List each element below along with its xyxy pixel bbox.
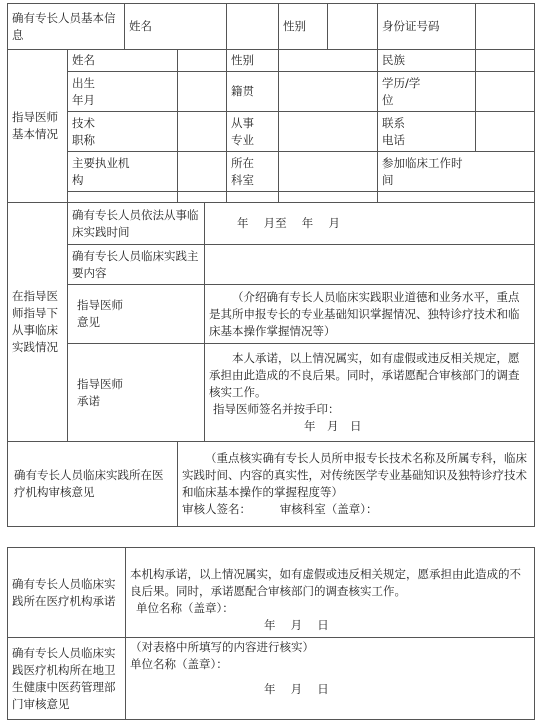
mentor-specialty-field[interactable] — [279, 112, 378, 152]
mentor-opinion-label: 指导医师 意见 — [68, 285, 205, 344]
practice-section-label: 在指导医师指导下从事临床实践情况 — [8, 203, 68, 442]
mentor-ethnicity-label: 民族 — [378, 50, 476, 72]
institution-review-sign: 审核人签名： 审核科室（盖章）： — [182, 502, 378, 516]
institution-commit-text: 本机构承诺，以上情况属实，如有虚假或违反相关规定，愿承担由此造成的不良后果。同时，承诺愿配合审核部门的调查核实工作。 — [130, 567, 521, 598]
mentor-spacer — [178, 192, 227, 203]
institution-review-cell — [178, 442, 535, 527]
mentor-gender-label: 性别 — [227, 50, 279, 72]
mentor-commit-cell — [205, 344, 535, 442]
person-info-label: 确有专长人员基本信息 — [8, 4, 125, 50]
mentor-gender-field[interactable] — [279, 50, 378, 72]
institution-commit-unit: 单位名称（盖章）： — [136, 601, 234, 615]
mentor-commit-sign: 指导医师签名并按手印： — [213, 402, 340, 416]
mentor-name-label: 姓名 — [68, 50, 178, 72]
mentor-education-label: 学历/学 位 — [378, 72, 476, 112]
practice-content-field[interactable] — [205, 245, 535, 285]
mentor-phone-label: 联系 电话 — [378, 112, 476, 152]
mentor-spacer — [227, 192, 279, 203]
mentor-native-place-label: 籍贯 — [227, 72, 279, 112]
mentor-title-label: 技术 职称 — [68, 112, 178, 152]
mentor-commit-text: 本人承诺，以上情况属实，如有虚假或违反相关规定，愿承担由此造成的不良后果。同时，承诺愿配合审核部门的调查核实工作。 — [209, 351, 520, 399]
mentor-birth-field[interactable] — [178, 72, 227, 112]
mentor-birth-label: 出生 年月 — [68, 72, 178, 112]
institution-commit-cell — [126, 548, 535, 638]
mentor-institution-field[interactable] — [178, 152, 227, 192]
mentor-basic-section-label: 指导医师基本情况 — [8, 50, 68, 203]
application-table — [7, 3, 535, 527]
person-name-label: 姓名 — [125, 4, 227, 50]
mentor-commit-label: 指导医师 承诺 — [68, 344, 205, 442]
institution-commit-label: 确有专长人员临床实践所在医疗机构承诺 — [8, 548, 126, 638]
health-dept-cell — [126, 638, 535, 720]
mentor-opinion-text[interactable]: （介绍确有专长人员临床实践职业道德和业务水平，重点是其所申报专长的专业基础知识掌握情况、独特诊疗技术和临床基本操作掌握情况等） — [205, 285, 535, 344]
institution-commit-date: 年 月 日 — [264, 618, 329, 632]
institution-review-text: （重点核实确有专长人员所申报专长技术名称及所属专科，临床实践时间、内容的真实性，对传统医学专业基础知识及独特诊疗技术和临床基本操作的掌握程度等） — [182, 451, 527, 499]
health-dept-unit: 单位名称（盖章）： — [130, 657, 228, 671]
mentor-ethnicity-field[interactable] — [476, 50, 535, 72]
health-dept-text: （对表格中所填写的内容进行核实） — [130, 640, 314, 654]
person-gender-label: 性别 — [279, 4, 328, 50]
person-name-field[interactable] — [227, 4, 279, 50]
mentor-title-field[interactable] — [178, 112, 227, 152]
mentor-department-field[interactable] — [279, 152, 378, 192]
practice-time-value[interactable]: 年 月至 年 月 — [205, 203, 535, 245]
person-gender-field[interactable] — [328, 4, 378, 50]
practice-content-label: 确有专长人员临床实践主要内容 — [68, 245, 205, 285]
mentor-specialty-label: 从事 专业 — [227, 112, 279, 152]
mentor-spacer — [279, 192, 378, 203]
mentor-spacer — [68, 192, 178, 203]
mentor-institution-label: 主要执业机 构 — [68, 152, 178, 192]
mentor-department-label: 所在 科室 — [227, 152, 279, 192]
mentor-name-field[interactable] — [178, 50, 227, 72]
health-dept-label: 确有专长人员临床实践医疗机构所在地卫生健康中医药管理部门审核意见 — [8, 638, 126, 720]
mentor-education-field[interactable] — [476, 72, 535, 112]
practice-time-label: 确有专长人员依法从事临床实践时间 — [68, 203, 205, 245]
mentor-native-place-field[interactable] — [279, 72, 378, 112]
health-dept-date: 年 月 日 — [264, 682, 329, 696]
mentor-commit-date: 年 月 日 — [304, 419, 362, 433]
person-id-field[interactable] — [476, 4, 535, 50]
mentor-clinical-start-label: 参加临床工作时 间 — [378, 152, 535, 192]
mentor-phone-field[interactable] — [476, 112, 535, 152]
person-id-label: 身份证号码 — [378, 4, 476, 50]
institution-review-label: 确有专长人员临床实践所在医疗机构审核意见 — [8, 442, 178, 527]
mentor-clinical-start-field[interactable] — [378, 192, 535, 203]
institution-commit-table — [7, 547, 535, 720]
